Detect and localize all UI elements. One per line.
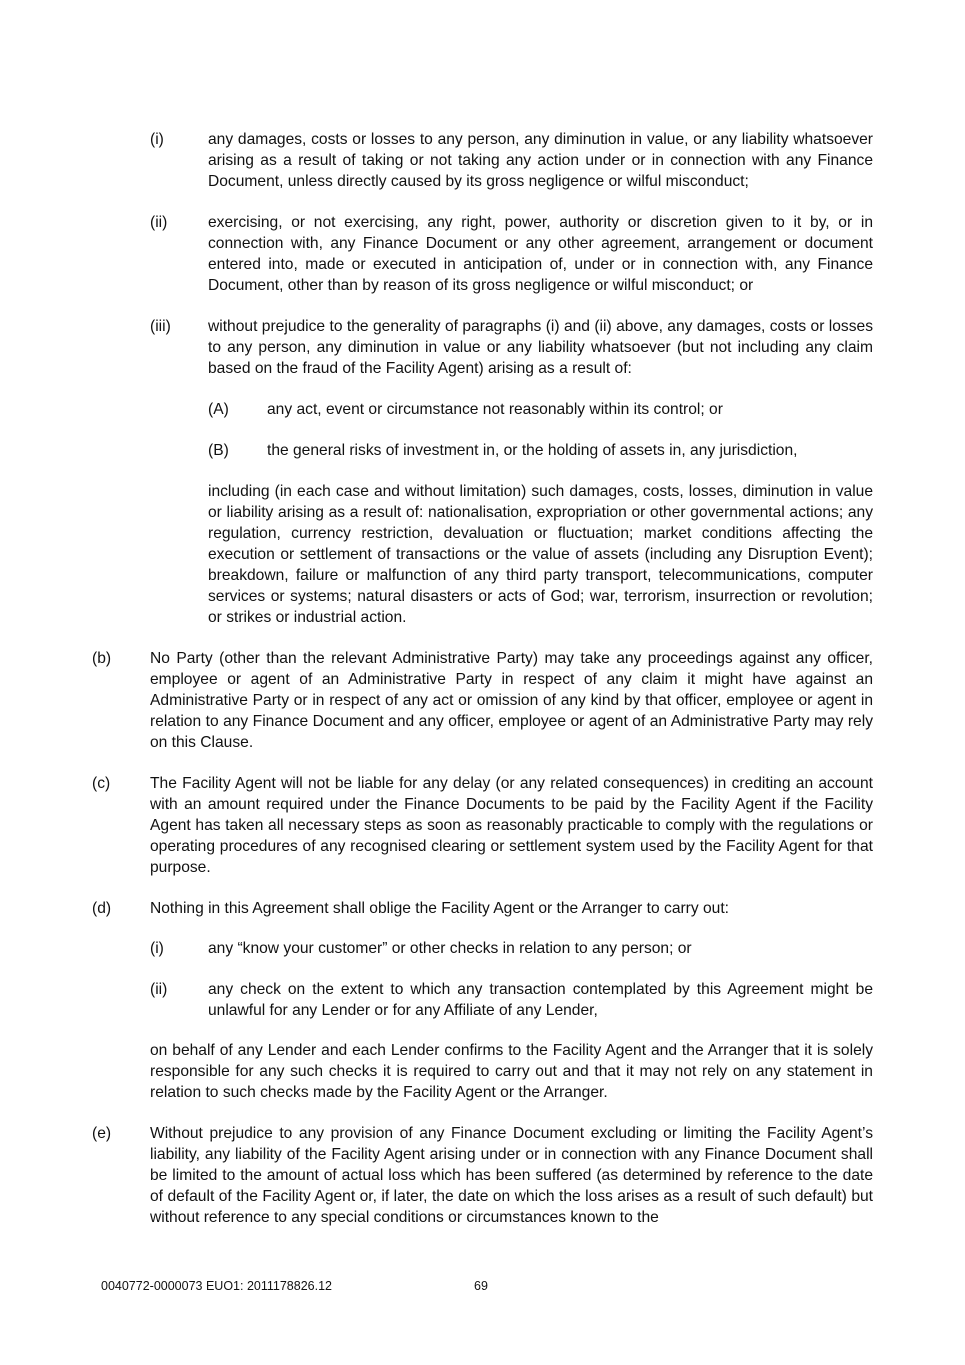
item-label-i: (i) [150,131,164,148]
item-iii-continuation: including (in each case and without limitation) such damages, costs, losses, diminution in value or liability arising as a result of: nationalisation, expropriation or other governmental actions; any regulation, currency restriction, devaluation or fluctuation; market conditions affecting the execution or settlement of transactions or the value of assets (including any Disruption Event); breakdown, failure or malfunction of any third party transport, telecommunications, computer services or systems; natural disasters or acts of God; war, terrorism, insurrection or revolution; or strikes or industrial action. [208,483,873,626]
para-text-e: Without prejudice to any provision of any Finance Document excluding or limiting the Facility Agent’s liability, any liability of the Facility Agent arising under or in connection with any Finance Document shall be limited to the amount of actual loss which has been suffered (as determined by reference to the date of default of the Facility Agent or, if later, the date on which the loss arises as a result of such default) but without reference to any special conditions or circumstances known to the [150,1125,873,1226]
para-label-e: (e) [92,1125,112,1142]
para-label-b: (b) [92,650,112,667]
para-text-d: Nothing in this Agreement shall oblige the Facility Agent or the Arranger to carry out: [150,900,730,917]
item-label-B: (B) [208,442,229,459]
para-d-continuation: on behalf of any Lender and each Lender confirms to the Facility Agent and the Arranger that it is solely responsible for any such checks it is required to carry out and that it may not rely on any statement in relation to such checks made by the Facility Agent or the Arranger. [150,1042,873,1101]
para-text-b: No Party (other than the relevant Administrative Party) may take any proceedings against any officer, employee or agent of an Administrative Party in respect of any claim it might have against an Administrative Party or in respect of any act or omission of any kind by that officer, employee or agent in relation to any Finance Document and any officer, employee or agent of an Administrative Party may rely on this Clause. [150,650,873,751]
item-text-iii: without prejudice to the generality of paragraphs (i) and (ii) above, any damages, costs or losses to any person, any diminution in value or any liability whatsoever (but not including any claim based on the fraud of the Facility Agent) arising as a result of: [208,318,873,377]
item-text-i: any damages, costs or losses to any person, any diminution in value, or any liability whatsoever arising as a result of taking or not taking any action under or in connection with any Finance Document, unless directly caused by its gross negligence or wilful misconduct; [208,131,873,190]
item-label-ii: (ii) [150,214,168,231]
para-label-c: (c) [92,775,111,792]
footer-page-number: 69 [474,1279,488,1293]
item-text-A: any act, event or circumstance not reasonably within its control; or [267,401,723,418]
footer-doc-reference: 0040772-0000073 EUO1: 2011178826.12 [101,1279,332,1293]
item-text-ii: exercising, or not exercising, any right, power, authority or discretion given to it by, or in connection with, any Finance Document or any other agreement, arrangement or document entered into, made or executed in anticipation of, under or in connection with, any Finance Document, other than by reason of its gross negligence or wilful misconduct; or [208,214,873,294]
item-text-B: the general risks of investment in, or the holding of assets in, any jurisdiction, [267,442,798,459]
item-label-A: (A) [208,401,229,418]
sub-text-d-ii: any check on the extent to which any transaction contemplated by this Agreement might be unlawful for any Lender or for any Affiliate of any Lender, [208,981,873,1019]
sub-text-d-i: any “know your customer” or other checks in relation to any person; or [208,940,692,957]
para-label-d: (d) [92,900,112,917]
para-text-c: The Facility Agent will not be liable for any delay (or any related consequences) in crediting an account with an amount required under the Finance Documents to be paid by the Facility Agent if the Facility Agent has taken all necessary steps as soon as reasonably practicable to comply with the regulations or operating procedures of any recognised clearing or settlement system used by the Facility Agent for that purpose. [150,775,873,876]
item-label-iii: (iii) [150,318,171,335]
sub-label-d-i: (i) [150,940,164,957]
sub-label-d-ii: (ii) [150,981,168,998]
